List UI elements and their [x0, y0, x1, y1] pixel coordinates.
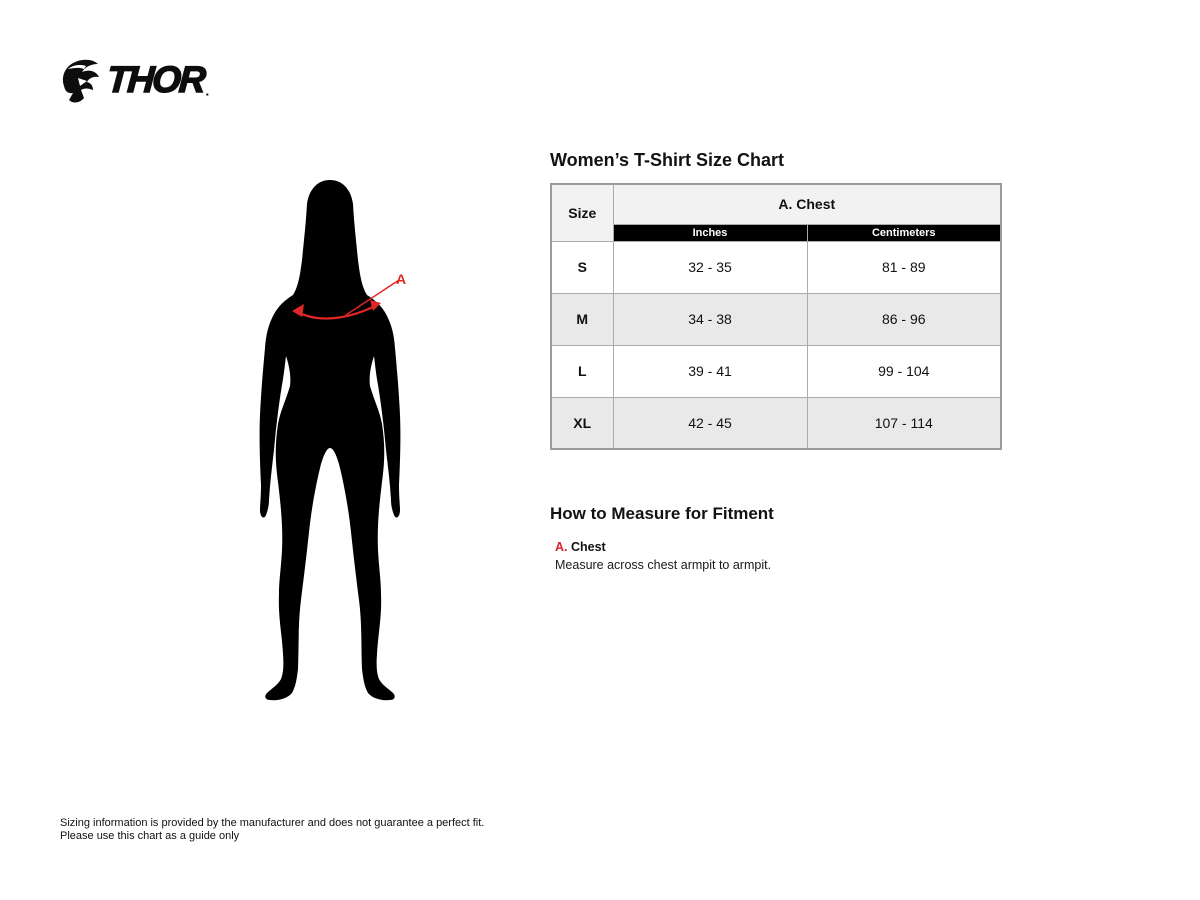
- woman-silhouette: [260, 180, 401, 700]
- measurement-label-a: A: [396, 271, 407, 287]
- centimeters-unit-header: Centimeters: [807, 224, 1001, 241]
- centimeters-value: 81 - 89: [807, 241, 1001, 293]
- measure-item-name: Chest: [570, 540, 606, 554]
- brand-logo: [58, 56, 209, 106]
- size-table: [550, 183, 1002, 450]
- trademark-mark: ▪: [205, 90, 209, 99]
- inches-unit-header: Inches: [613, 224, 807, 241]
- disclaimer-line: Sizing information is provided by the manufacturer and does not guarantee a perfect fit.: [60, 817, 485, 829]
- disclaimer-line: Please use this chart as a guide only: [60, 829, 240, 842]
- centimeters-value: 99 - 104: [807, 345, 1001, 397]
- how-to-measure-title: How to Measure for Fitment: [550, 504, 774, 523]
- size-column-header: Size: [551, 184, 613, 241]
- measure-item-label: [555, 540, 606, 554]
- table-row: [551, 345, 1001, 397]
- inches-value: 34 - 38: [613, 293, 807, 345]
- table-row: [551, 397, 1001, 449]
- centimeters-value: 86 - 96: [807, 293, 1001, 345]
- table-row: [551, 241, 1001, 293]
- measure-item-key: A.: [555, 540, 568, 554]
- disclaimer-text: [60, 817, 484, 842]
- centimeters-value: 107 - 114: [807, 397, 1001, 449]
- table-header-row: [551, 184, 1001, 224]
- inches-value: 39 - 41: [613, 345, 807, 397]
- brand-name: THOR: [105, 59, 206, 100]
- inches-value: 42 - 45: [613, 397, 807, 449]
- table-unit-row: [551, 224, 1001, 241]
- size-value: M: [551, 293, 613, 345]
- body-measurement-figure: [248, 172, 428, 712]
- size-value: L: [551, 345, 613, 397]
- chest-column-header: A. Chest: [613, 184, 1001, 224]
- goat-head-icon: [58, 56, 104, 106]
- size-value: S: [551, 241, 613, 293]
- size-chart-title: Women’s T-Shirt Size Chart: [550, 150, 785, 170]
- size-value: XL: [551, 397, 613, 449]
- measure-item-description: Measure across chest armpit to armpit.: [555, 558, 772, 572]
- inches-value: 32 - 35: [613, 241, 807, 293]
- table-row: [551, 293, 1001, 345]
